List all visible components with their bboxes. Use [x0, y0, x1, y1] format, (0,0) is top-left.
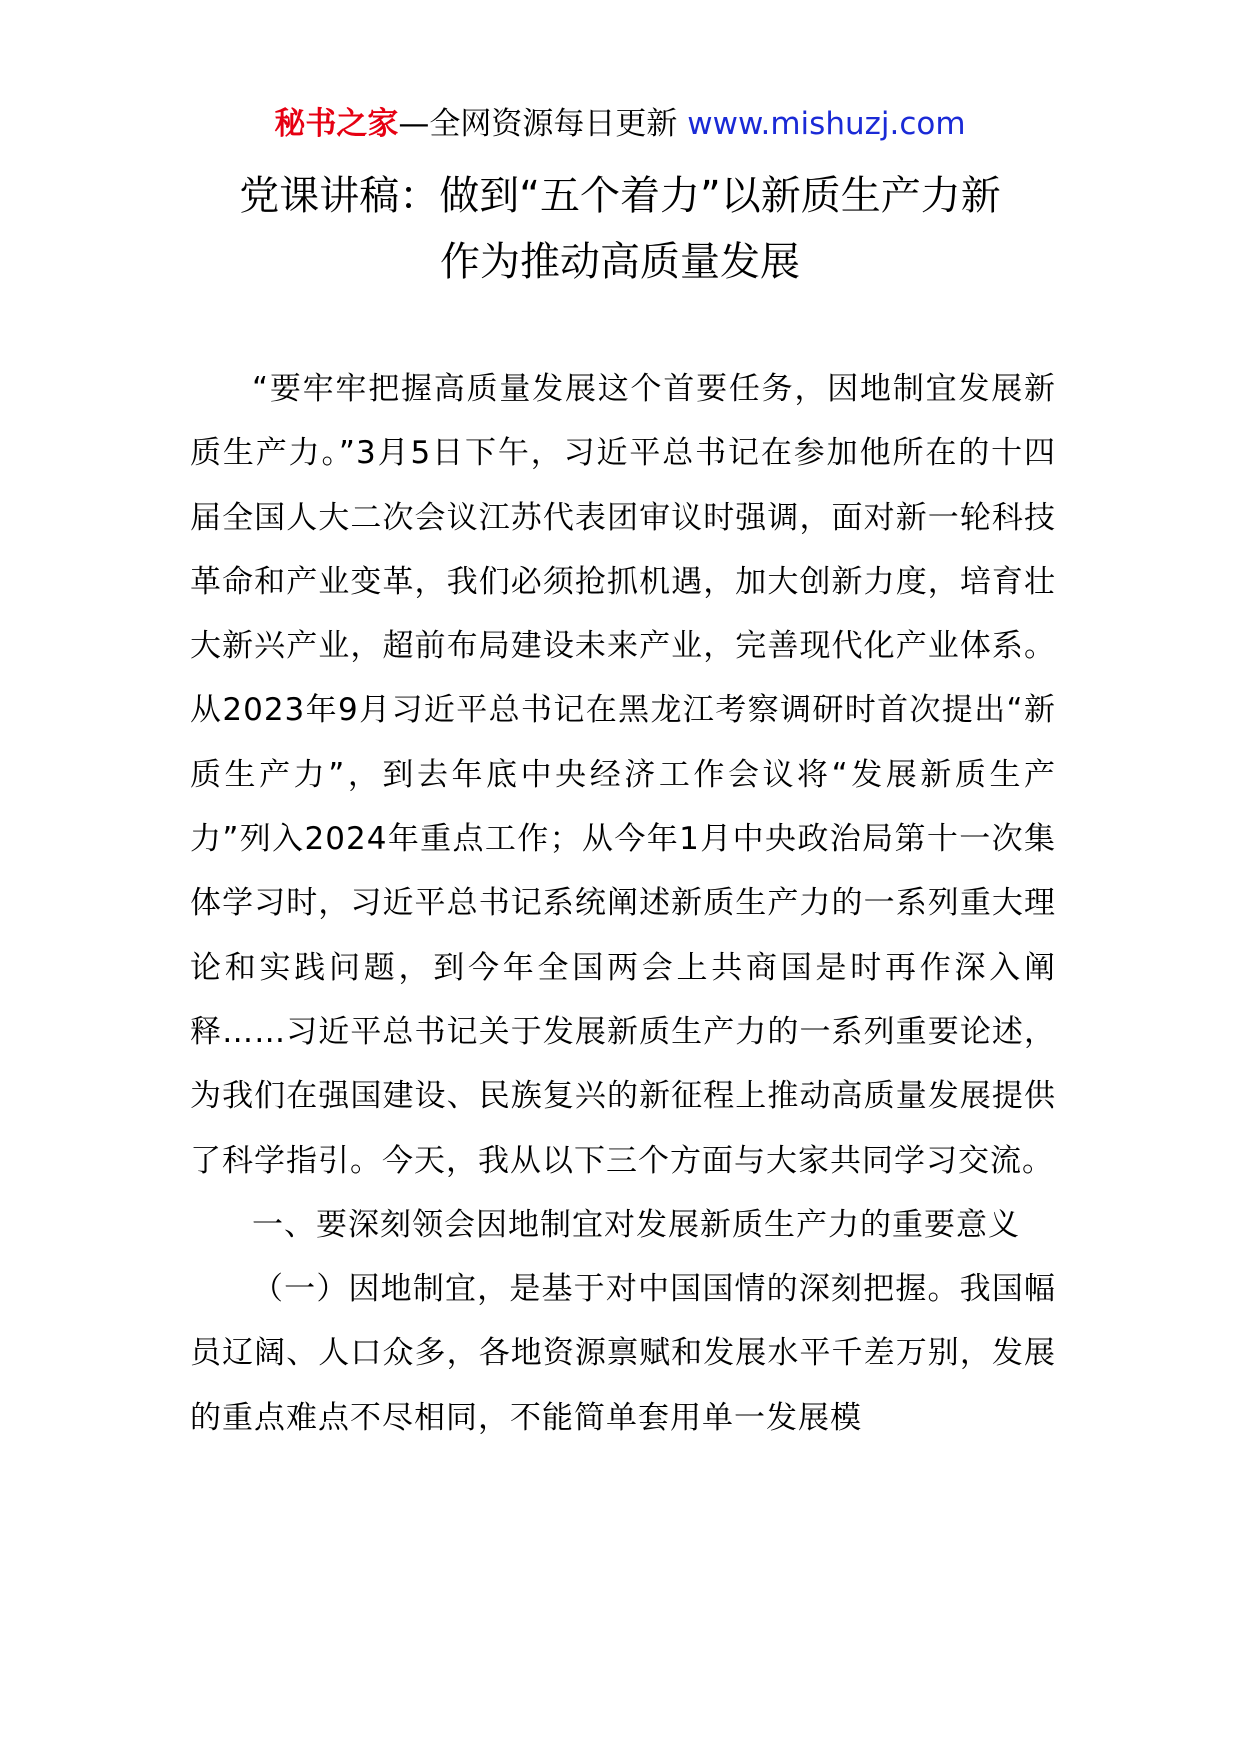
- document-title: [190, 163, 1050, 295]
- brand-name: 秘书之家: [274, 106, 399, 142]
- document-body: [190, 357, 1056, 1450]
- subsection-paragraph-1: （一）因地制宜，是基于对中国国情的深刻把握。我国幅员辽阔、人口众多，各地资源禀赋和发展水平千差万别，发展的重点难点不尽相同，不能简单套用单一发展模: [190, 1271, 1056, 1436]
- section-heading-1: 一、要深刻领会因地制宜对发展新质生产力的重要意义: [252, 1206, 1020, 1243]
- title-line-1: 党课讲稿：做到“五个着力”以新质生产力新: [239, 173, 1001, 219]
- site-watermark-header: [0, 104, 1240, 144]
- site-url-link[interactable]: www.mishuzj.com: [687, 106, 966, 142]
- intro-paragraph: “要牢牢把握高质量发展这个首要任务，因地制宜发展新质生产力。”3月5日下午，习近平总书记在参加他所在的十四届全国人大二次会议江苏代表团审议时强调，面对新一轮科技革命和产业变革，我们必须抢抓机遇，加大创新力度，培育壮大新兴产业，超前布局建设未来产业，完善现代化产业体系。从2023年9月习近平总书记在黑龙江考察调研时首次提出“新质生产力”，到去年底中央经济工作会议将“发展新质生产力”列入2024年重点工作；从今年1月中央政治局第十一次集体学习时，习近平总书记系统阐述新质生产力的一系列重大理论和实践问题，到今年全国两会上共商国是时再作深入阐释……习近平总书记关于发展新质生产力的一系列重要论述，为我们在强国建设、民族复兴的新征程上推动高质量发展提供了科学指引。今天，我从以下三个方面与大家共同学习交流。: [190, 371, 1056, 1179]
- title-line-2: 作为推动高质量发展: [440, 239, 800, 285]
- brand-tagline: —全网资源每日更新: [398, 106, 688, 142]
